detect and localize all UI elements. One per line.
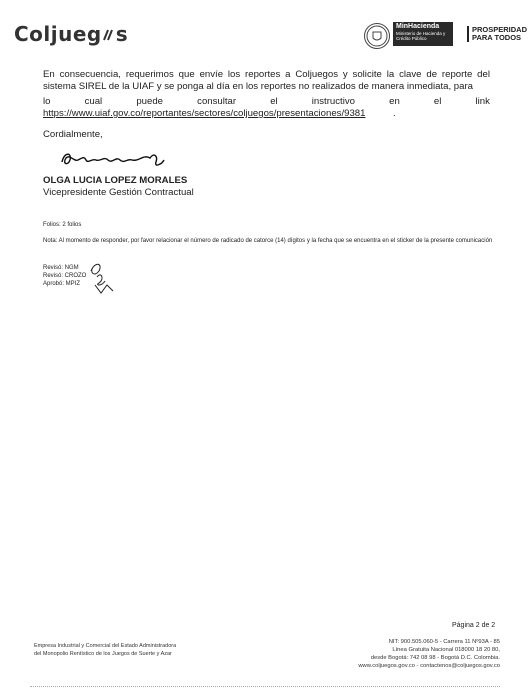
footer-left-line1: Empresa Industrial y Comercial del Estado Administradora [34, 643, 177, 649]
logo-swirl-icon [102, 22, 116, 46]
prosperidad-line2: PARA TODOS [472, 33, 522, 42]
link-word: instructivo [311, 96, 355, 107]
minhacienda-badge [393, 22, 453, 46]
handwritten-signature [58, 148, 168, 172]
body-paragraph: En consecuencia, requerimos que envíe los reportes a Coljuegos y solicite la clave de reporte del sistema SIREL de la UIAF y se ponga al día en los reportes no realizados de manera inmediata, para [43, 69, 490, 92]
reviewer-1: Revisó: NGM [43, 265, 79, 271]
minhacienda-subtitle: Ministerio de Hacienda y Crédito Público [396, 31, 446, 41]
link-word: consultar [197, 96, 237, 107]
footer-left [34, 642, 176, 658]
approver: Aprobó: MPIZ [43, 281, 81, 287]
footer-left-line2: del Monopolio Rentístico de los Juegos de Suerte y Azar [34, 651, 172, 657]
link-word: el [433, 96, 442, 107]
uiaf-link[interactable]: https://www.uiaf.gov.co/reportantes/sectores/coljuegos/presentaciones/9381 [43, 108, 366, 119]
colombia-shield-icon [364, 23, 390, 49]
link-word: lo [43, 96, 51, 107]
logo-text: Coljueg [14, 22, 102, 46]
prosperidad-logo [467, 26, 527, 42]
footer-divider [30, 686, 500, 687]
link-word: el [270, 96, 278, 107]
link-sentence-row [43, 96, 490, 107]
reviewer-2: Revisó: CROZO [43, 273, 87, 279]
closing: Cordialmente, [43, 129, 103, 140]
link-word: link [475, 96, 490, 107]
coljuegos-logo [14, 22, 128, 46]
minhacienda-title: MinHacienda [396, 23, 440, 30]
footer-right-line1: NIT: 900.505.060-5 - Carrera 11 Nº93A - 85 [388, 639, 500, 645]
link-word: puede [136, 96, 164, 107]
signer-role: Vicepresidente Gestión Contractual [43, 187, 194, 198]
prosperidad-line1: PROSPERIDAD [472, 25, 528, 34]
footer-right-line2: Línea Gratuita Nacional 018000 18 20 80, [392, 647, 500, 653]
page-number: Página 2 de 2 [452, 622, 496, 629]
link-word: cual [84, 96, 103, 107]
link-word: en [389, 96, 400, 107]
logo-suffix: s [115, 22, 129, 46]
folios-note: Folios: 2 folios [43, 222, 82, 228]
initials-scribble [87, 259, 117, 295]
signer-name: OLGA LUCIA LOPEZ MORALES [43, 175, 188, 186]
reply-note: Nota: Al momento de responder, por favor relacionar el número de radicado de catorce (14) dígitos y la fecha que se encuentra en el sticker de la presente comunicación [43, 238, 493, 244]
footer-right [290, 638, 500, 670]
footer-right-line4[interactable]: www.coljuegos.gov.co - contactenos@coljuegos.gov.co [358, 663, 500, 669]
footer-right-line3: desde Bogotá: 742 08 98 - Bogotá D.C. Colombia. [370, 655, 500, 661]
url-period: . [393, 108, 396, 119]
